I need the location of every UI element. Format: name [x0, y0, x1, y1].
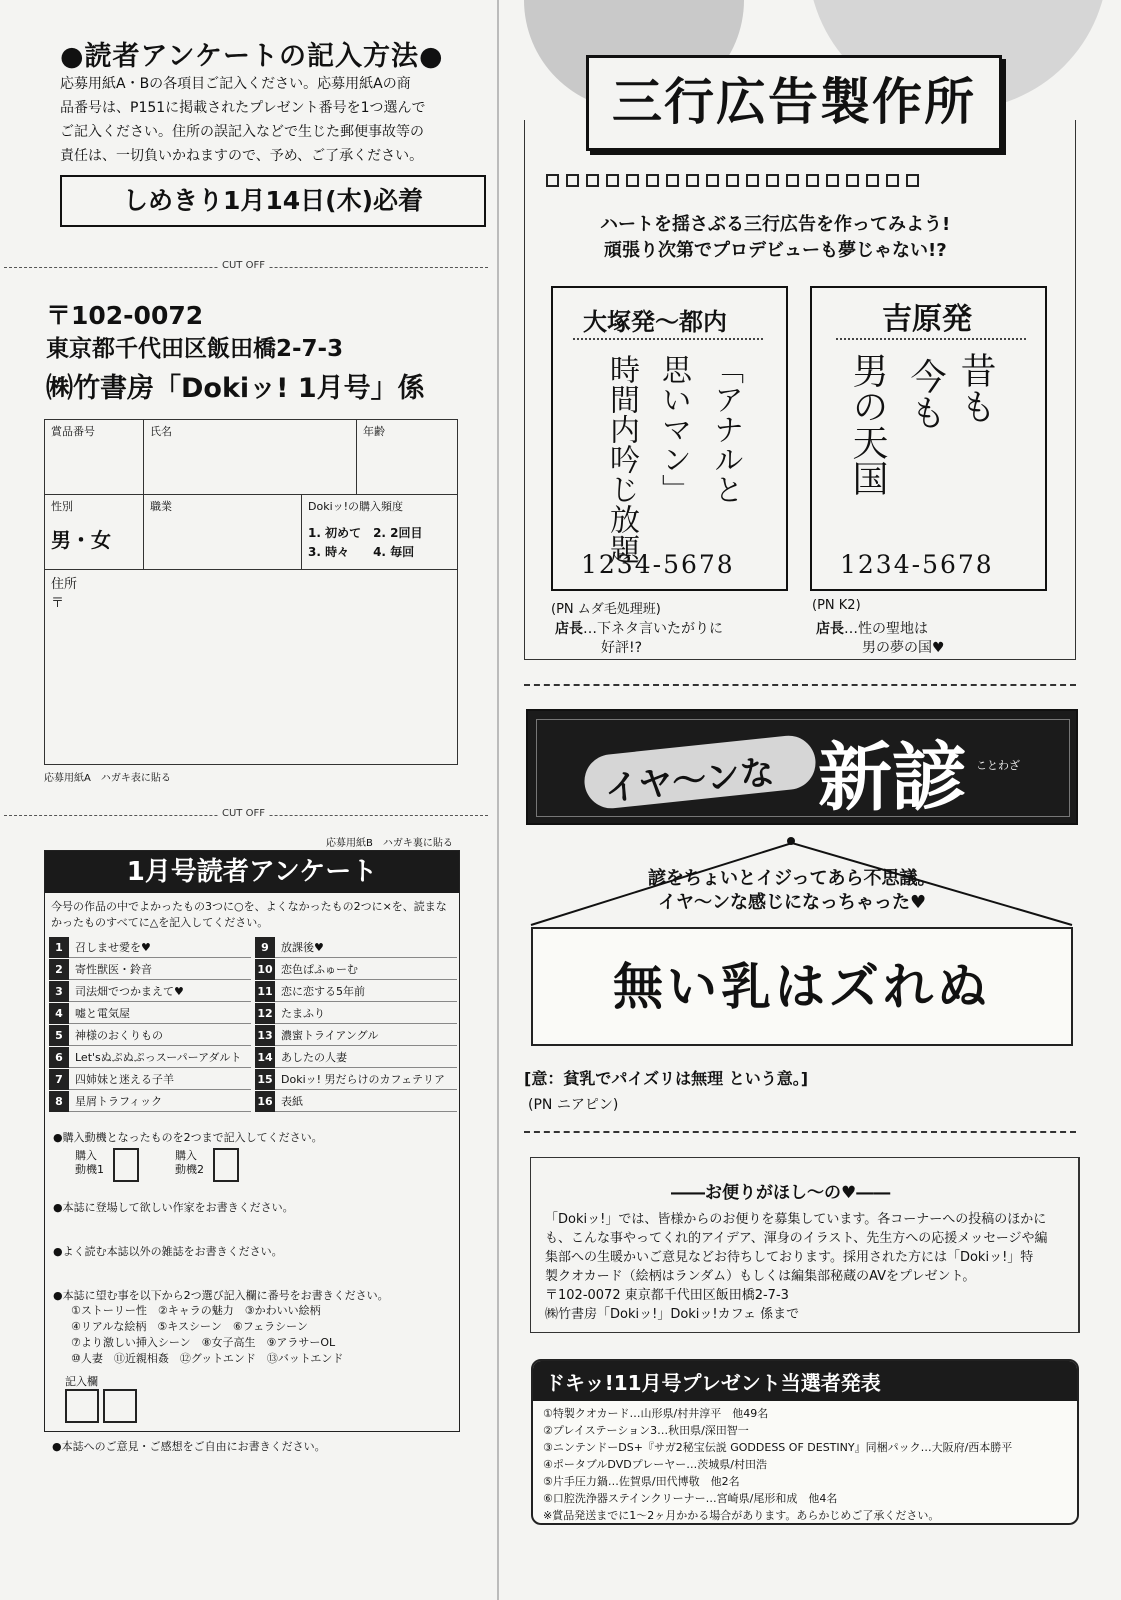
deadline-box — [60, 175, 486, 227]
saying: 無い乳はズれぬ — [613, 957, 991, 1016]
checkbox-icon — [626, 174, 639, 187]
checkbox-icon — [586, 174, 599, 187]
ad-text-col: 昔も — [955, 352, 996, 424]
entry-label: 記入欄 — [65, 1375, 98, 1388]
letters-title: ――お便りがほし〜の♥―― — [671, 1183, 891, 1203]
comment-line: …下ネタ言いたがりに — [583, 621, 723, 637]
survey-item[interactable]: 表紙 — [275, 1091, 457, 1112]
wavy-line — [573, 338, 763, 340]
field-label: 氏名 — [150, 425, 172, 438]
letters-box — [530, 1157, 1080, 1333]
saying-meaning: [意：貧乳でパイズリは無理 という意。] — [524, 1069, 809, 1088]
checkbox-icon — [646, 174, 659, 187]
winner-line: ※賞品発送までに1〜2ヶ月かかる場合があります。あらかじめご了承ください。 — [543, 1509, 940, 1522]
letters-body — [545, 1210, 1047, 1324]
recipient: ㈱竹書房「Dokiッ! 1月号」係 — [46, 373, 425, 404]
checkbox-icon — [566, 174, 579, 187]
gender-options: 男・女 — [51, 528, 111, 552]
survey-item[interactable]: 放課後♥ — [275, 937, 457, 958]
survey-item-number: 8 — [49, 1091, 69, 1112]
ad-text-col: 男の天国 — [847, 352, 888, 496]
winners-list — [543, 1405, 1012, 1524]
field-label: 年齢 — [363, 425, 385, 438]
form-a — [44, 419, 458, 765]
survey-item-number: 15 — [255, 1069, 275, 1090]
winners-box — [531, 1359, 1079, 1525]
survey-item-number: 13 — [255, 1025, 275, 1046]
ad-phone: 1234-5678 — [840, 550, 994, 579]
survey-item-number: 2 — [49, 959, 69, 980]
how-to-line: ご記入ください。住所の誤記入などで生じた郵便事故等の — [60, 124, 424, 140]
survey-item[interactable]: 司法畑でつかまえて♥ — [69, 981, 251, 1002]
checkbox-icon — [766, 174, 779, 187]
frequency-options-2: 3. 時々 4. 毎回 — [308, 545, 415, 559]
author-question: ●本誌に登場して欲しい作家をお書きください。 — [53, 1201, 294, 1214]
checkbox-icon — [846, 174, 859, 187]
sangyo-title: 三行広告製作所 — [612, 73, 976, 131]
cut-off-label: CUT OFF — [218, 260, 269, 271]
survey-item[interactable]: 星屑トラフィック — [69, 1091, 251, 1112]
how-to-line: 応募用紙A・Bの各項目ご記入ください。応募用紙Aの商 — [60, 76, 411, 92]
how-to-title: ●読者アンケートの記入方法● — [60, 41, 444, 72]
survey-item-number: 10 — [255, 959, 275, 980]
cut-off-label: CUT OFF — [218, 808, 269, 819]
survey-item-number: 16 — [255, 1091, 275, 1112]
ad-card-2 — [810, 286, 1047, 591]
survey-item[interactable]: Dokiッ! 男だらけのカフェテリア — [275, 1069, 457, 1090]
checkbox-icon — [726, 174, 739, 187]
postal-code: 〒102-0072 — [46, 301, 204, 330]
survey-item[interactable]: 寄性獣医・鈴音 — [69, 959, 251, 980]
survey-panel — [44, 850, 460, 1432]
survey-title-bar — [45, 851, 459, 893]
checkbox-icon — [666, 174, 679, 187]
wish-question: ●本誌に望む事を以下から2つ選び記入欄に番号をお書きください。 — [53, 1289, 389, 1302]
field-label: 性別 — [51, 500, 73, 513]
column-divider — [497, 0, 499, 1600]
how-to-line: 責任は、一切負いかねますので、予め、ご了承ください。 — [60, 148, 424, 164]
survey-item[interactable]: 濃蜜トライアングル — [275, 1025, 457, 1046]
saying-board — [531, 927, 1073, 1046]
wavy-line — [836, 338, 1026, 340]
sangyo-lead-1: ハートを揺さぶる三行広告を作ってみよう! — [600, 214, 951, 235]
sangyo-lead-2: 頑張り次第でプロデビューも夢じゃない!? — [604, 240, 947, 261]
motive-1-box[interactable] — [113, 1148, 139, 1182]
survey-item-number: 5 — [49, 1025, 69, 1046]
checkbox-icon — [546, 174, 559, 187]
survey-item[interactable]: 四姉妹と迷える子羊 — [69, 1069, 251, 1090]
winner-line: ③ニンテンドーDS+『サガ2秘宝伝説 GODDESS OF DESTINY』同梱パック…大阪府/西本勝平 — [543, 1441, 1013, 1454]
survey-list — [49, 937, 455, 1113]
age-field[interactable] — [356, 419, 458, 495]
form-b-note: 応募用紙B ハガキ裏に貼る — [326, 838, 453, 849]
magazine-question: ●よく読む本誌以外の雑誌をお書きください。 — [53, 1245, 283, 1258]
kotowaza-sub-2: イヤ〜ンな感じになっちゃった♥ — [658, 892, 927, 913]
street-address: 東京都千代田区飯田橋2-7-3 — [46, 336, 344, 362]
survey-item-number: 11 — [255, 981, 275, 1002]
survey-item-number: 9 — [255, 937, 275, 958]
gender-field[interactable] — [44, 494, 144, 570]
form-a-note: 応募用紙A ハガキ表に貼る — [44, 773, 171, 784]
kotowaza-sub-1: 諺をちょいとイジってあら不思議。 — [648, 868, 936, 889]
survey-item-number: 7 — [49, 1069, 69, 1090]
motive-2-box[interactable] — [213, 1148, 239, 1182]
checkbox-icon — [806, 174, 819, 187]
letters-line: ㈱竹書房「Dokiッ!」Dokiッ!カフェ 係まで — [545, 1307, 800, 1322]
ad-text-col: 時間内吟じ放題 — [604, 354, 639, 564]
address-field[interactable] — [44, 569, 458, 765]
survey-item[interactable]: 召しませ愛を♥ — [69, 937, 251, 958]
ad-pn: (PN K2) — [812, 598, 861, 613]
survey-item-number: 14 — [255, 1047, 275, 1068]
wish-option-line: ①ストーリー性 ②キャラの魅力 ③かわいい絵柄 — [71, 1304, 321, 1317]
survey-item-number: 1 — [49, 937, 69, 958]
how-to-text — [60, 72, 426, 168]
checkbox-icon — [786, 174, 799, 187]
winners-title: ドキッ!11月号プレゼント当選者発表 — [545, 1371, 881, 1395]
winner-line: ④ポータブルDVDプレーヤー…茨城県/村田浩 — [543, 1458, 767, 1471]
comment-line: 男の夢の国♥ — [862, 640, 945, 656]
letters-line: 〒102-0072 東京都千代田区飯田橋2-7-3 — [545, 1288, 789, 1303]
field-label: Dokiッ!の購入頻度 — [308, 500, 404, 513]
ad-card-1 — [551, 286, 788, 591]
entry-box-2[interactable] — [103, 1389, 137, 1423]
comment-line: …性の聖地は — [844, 621, 928, 637]
survey-item[interactable]: 恋に恋する5年前 — [275, 981, 457, 1002]
postal-mark: 〒 — [51, 596, 65, 611]
ad-head: 吉原発 — [882, 302, 972, 337]
ad-text-col: 「アナルと — [708, 354, 743, 504]
winner-line: ⑤片手圧力鍋…佐賀県/田代博敬 他2名 — [543, 1475, 740, 1488]
prize-number-field[interactable] — [44, 419, 144, 495]
checkbox-icon — [906, 174, 919, 187]
job-field[interactable] — [143, 494, 302, 570]
banner-main-text: 新諺 — [818, 735, 966, 821]
checkbox-icon — [606, 174, 619, 187]
ad-phone: 1234-5678 — [581, 550, 735, 579]
ad-comment — [555, 620, 723, 658]
deadline: しめきり1月14日(木)必着 — [122, 186, 424, 215]
survey-item[interactable]: 神様のおくりもの — [69, 1025, 251, 1046]
ad-text-col: 思いマン」 — [656, 354, 691, 504]
saying-pn: (PN ニアピン) — [528, 1097, 619, 1113]
ad-comment — [816, 620, 945, 658]
winner-line: ⑥口腔洗浄器ステインクリーナー…宮崎県/尾形和成 他4名 — [543, 1492, 838, 1505]
wish-option-line: ④リアルな絵柄 ⑤キスシーン ⑥フェラシーン — [71, 1320, 308, 1333]
survey-title: 1月号読者アンケート — [126, 857, 378, 887]
ad-head: 大塚発〜都内 — [583, 308, 727, 336]
section-divider — [524, 1131, 1076, 1133]
letters-line: 製クオカード（絵柄はランダム）もしくは編集部秘蔵のAVをプレゼント。 — [545, 1269, 976, 1284]
field-label: 賞品番号 — [51, 425, 95, 438]
letters-line: 集部への生暖かいご意見などお待ちしております。採用された方には「Dokiッ!」特 — [545, 1250, 1034, 1265]
sangyo-title-box — [586, 55, 1002, 151]
letters-line: も、こんな事やってくれ的アイデア、渾身のイラスト、先生方への応援メッセージや編 — [545, 1231, 1048, 1246]
opinion-question: ●本誌へのご意見・ご感想をご自由にお書きください。 — [52, 1440, 326, 1453]
checkbox-icon — [826, 174, 839, 187]
letters-line: 「Dokiッ!」では、皆様からのお便りを募集しています。各コーナーへの投稿のほかに — [545, 1212, 1047, 1227]
winners-title-bar — [533, 1361, 1079, 1401]
survey-item-number: 12 — [255, 1003, 275, 1024]
winner-line: ①特製クオカード…山形県/村井淳平 他49名 — [543, 1407, 769, 1420]
kotowaza-banner — [526, 709, 1078, 825]
section-divider — [524, 684, 1076, 686]
checkbox-icon — [866, 174, 879, 187]
survey-item-number: 6 — [49, 1047, 69, 1068]
tencho-label: 店長 — [555, 621, 583, 637]
wish-options — [71, 1303, 343, 1367]
banner-ruby: ことわざ — [976, 759, 1020, 772]
frequency-options-1: 1. 初めて 2. 2回目 — [308, 526, 423, 540]
survey-item[interactable]: あしたの人妻 — [275, 1047, 457, 1068]
motive-2-label: 購入 動機2 — [175, 1149, 204, 1176]
wish-option-line: ⑩人妻 ⑪近親相姦 ⑫グットエンド ⑬バットエンド — [71, 1352, 344, 1365]
checkbox-icon — [706, 174, 719, 187]
survey-item-number: 4 — [49, 1003, 69, 1024]
winner-line: ②プレイステーション3…秋田県/深田智一 — [543, 1424, 749, 1437]
field-label: 職業 — [150, 500, 172, 513]
ad-pn: (PN ムダ毛処理班) — [551, 602, 661, 617]
survey-item-number: 3 — [49, 981, 69, 1002]
name-field[interactable] — [143, 419, 357, 495]
survey-item[interactable]: たまふり — [275, 1003, 457, 1024]
survey-item[interactable]: Let'sぬぷぬぷっスーパーアダルト — [69, 1047, 251, 1068]
survey-intro: 今号の作品の中でよかったもの3つに○を、よくなかったもの2つに×を、読まなかったものすべてに△を記入してください。 — [51, 900, 447, 929]
tencho-label: 店長 — [816, 621, 844, 637]
entry-box-1[interactable] — [65, 1389, 99, 1423]
wish-option-line: ⑦より激しい挿入シーン ⑧女子高生 ⑨アラサーOL — [71, 1336, 336, 1349]
purchase-frequency-field[interactable] — [301, 494, 458, 570]
survey-item[interactable]: 恋色ぱふゅーむ — [275, 959, 457, 980]
checkbox-icon — [886, 174, 899, 187]
comment-line: 好評!? — [601, 640, 643, 656]
motive-1-label: 購入 動機1 — [75, 1149, 104, 1176]
banner-left-text: イヤ〜ンな — [602, 752, 776, 810]
character-checkboxes — [546, 172, 926, 191]
checkbox-icon — [746, 174, 759, 187]
checkbox-icon — [686, 174, 699, 187]
ad-text-col: 今も — [905, 358, 946, 430]
motive-question: ●購入動機となったものを2つまで記入してください。 — [53, 1131, 323, 1144]
how-to-line: 品番号は、P151に掲載されたプレゼント番号を1つ選んで — [60, 100, 426, 116]
field-label: 住所 — [51, 577, 78, 592]
survey-item[interactable]: 嘘と電気屋 — [69, 1003, 251, 1024]
